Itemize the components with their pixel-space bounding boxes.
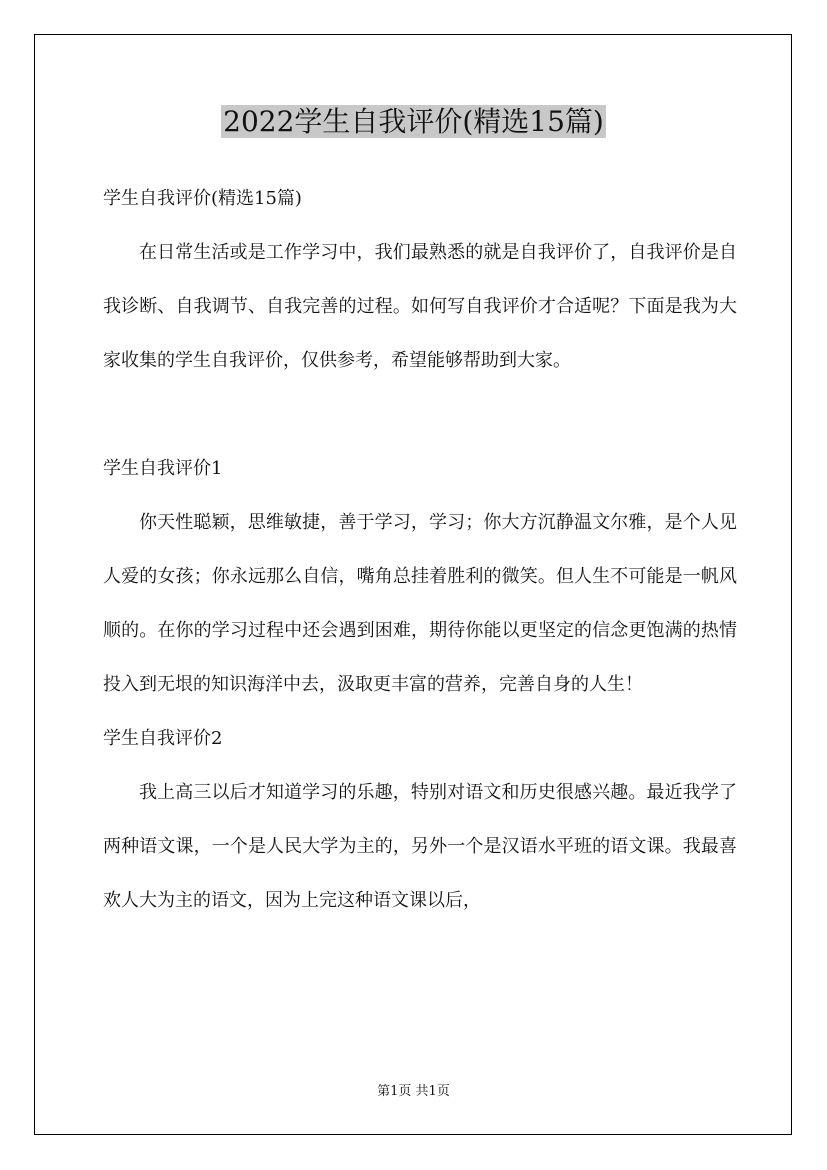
section-body-2: 我上高三以后才知道学习的乐趣，特别对语文和历史很感兴趣。最近我学了两种语文课，一个是人民大学为主的，另外一个是汉语水平班的语文课。我最喜欢人大为主的语文，因为上完这种语文课以后，: [103, 782, 737, 911]
page-footer: 第1页 共1页: [377, 1084, 450, 1099]
intro-paragraph: 在日常生活或是工作学习中，我们最熟悉的就是自我评价了，自我评价是自我诊断、自我调节、自我完善的过程。如何写自我评价才合适呢？下面是我为大家收集的学生自我评价，仅供参考，希望能够帮助到大家。: [103, 242, 737, 371]
document-title: [0, 100, 827, 144]
document-subtitle: 学生自我评价(精选15篇): [103, 188, 302, 209]
document-title-text: 2022学生自我评价(精选15篇): [223, 105, 604, 138]
section-body-1: 你天性聪颖，思维敏捷，善于学习，学习；你大方沉静温文尔雅，是个人见人爱的女孩；你永远那么自信，嘴角总挂着胜利的微笑。但人生不可能是一帆风顺的。在你的学习过程中还会遇到困难，期待你能以更坚定的信念更饱满的热情投入到无垠的知识海洋中去，汲取更丰富的营养，完善自身的人生！: [103, 512, 737, 695]
paragraph-spacer: [103, 388, 737, 442]
section-heading-1: 学生自我评价1: [103, 458, 223, 479]
document-body: [103, 172, 737, 928]
section-heading-2: 学生自我评价2: [103, 728, 223, 749]
